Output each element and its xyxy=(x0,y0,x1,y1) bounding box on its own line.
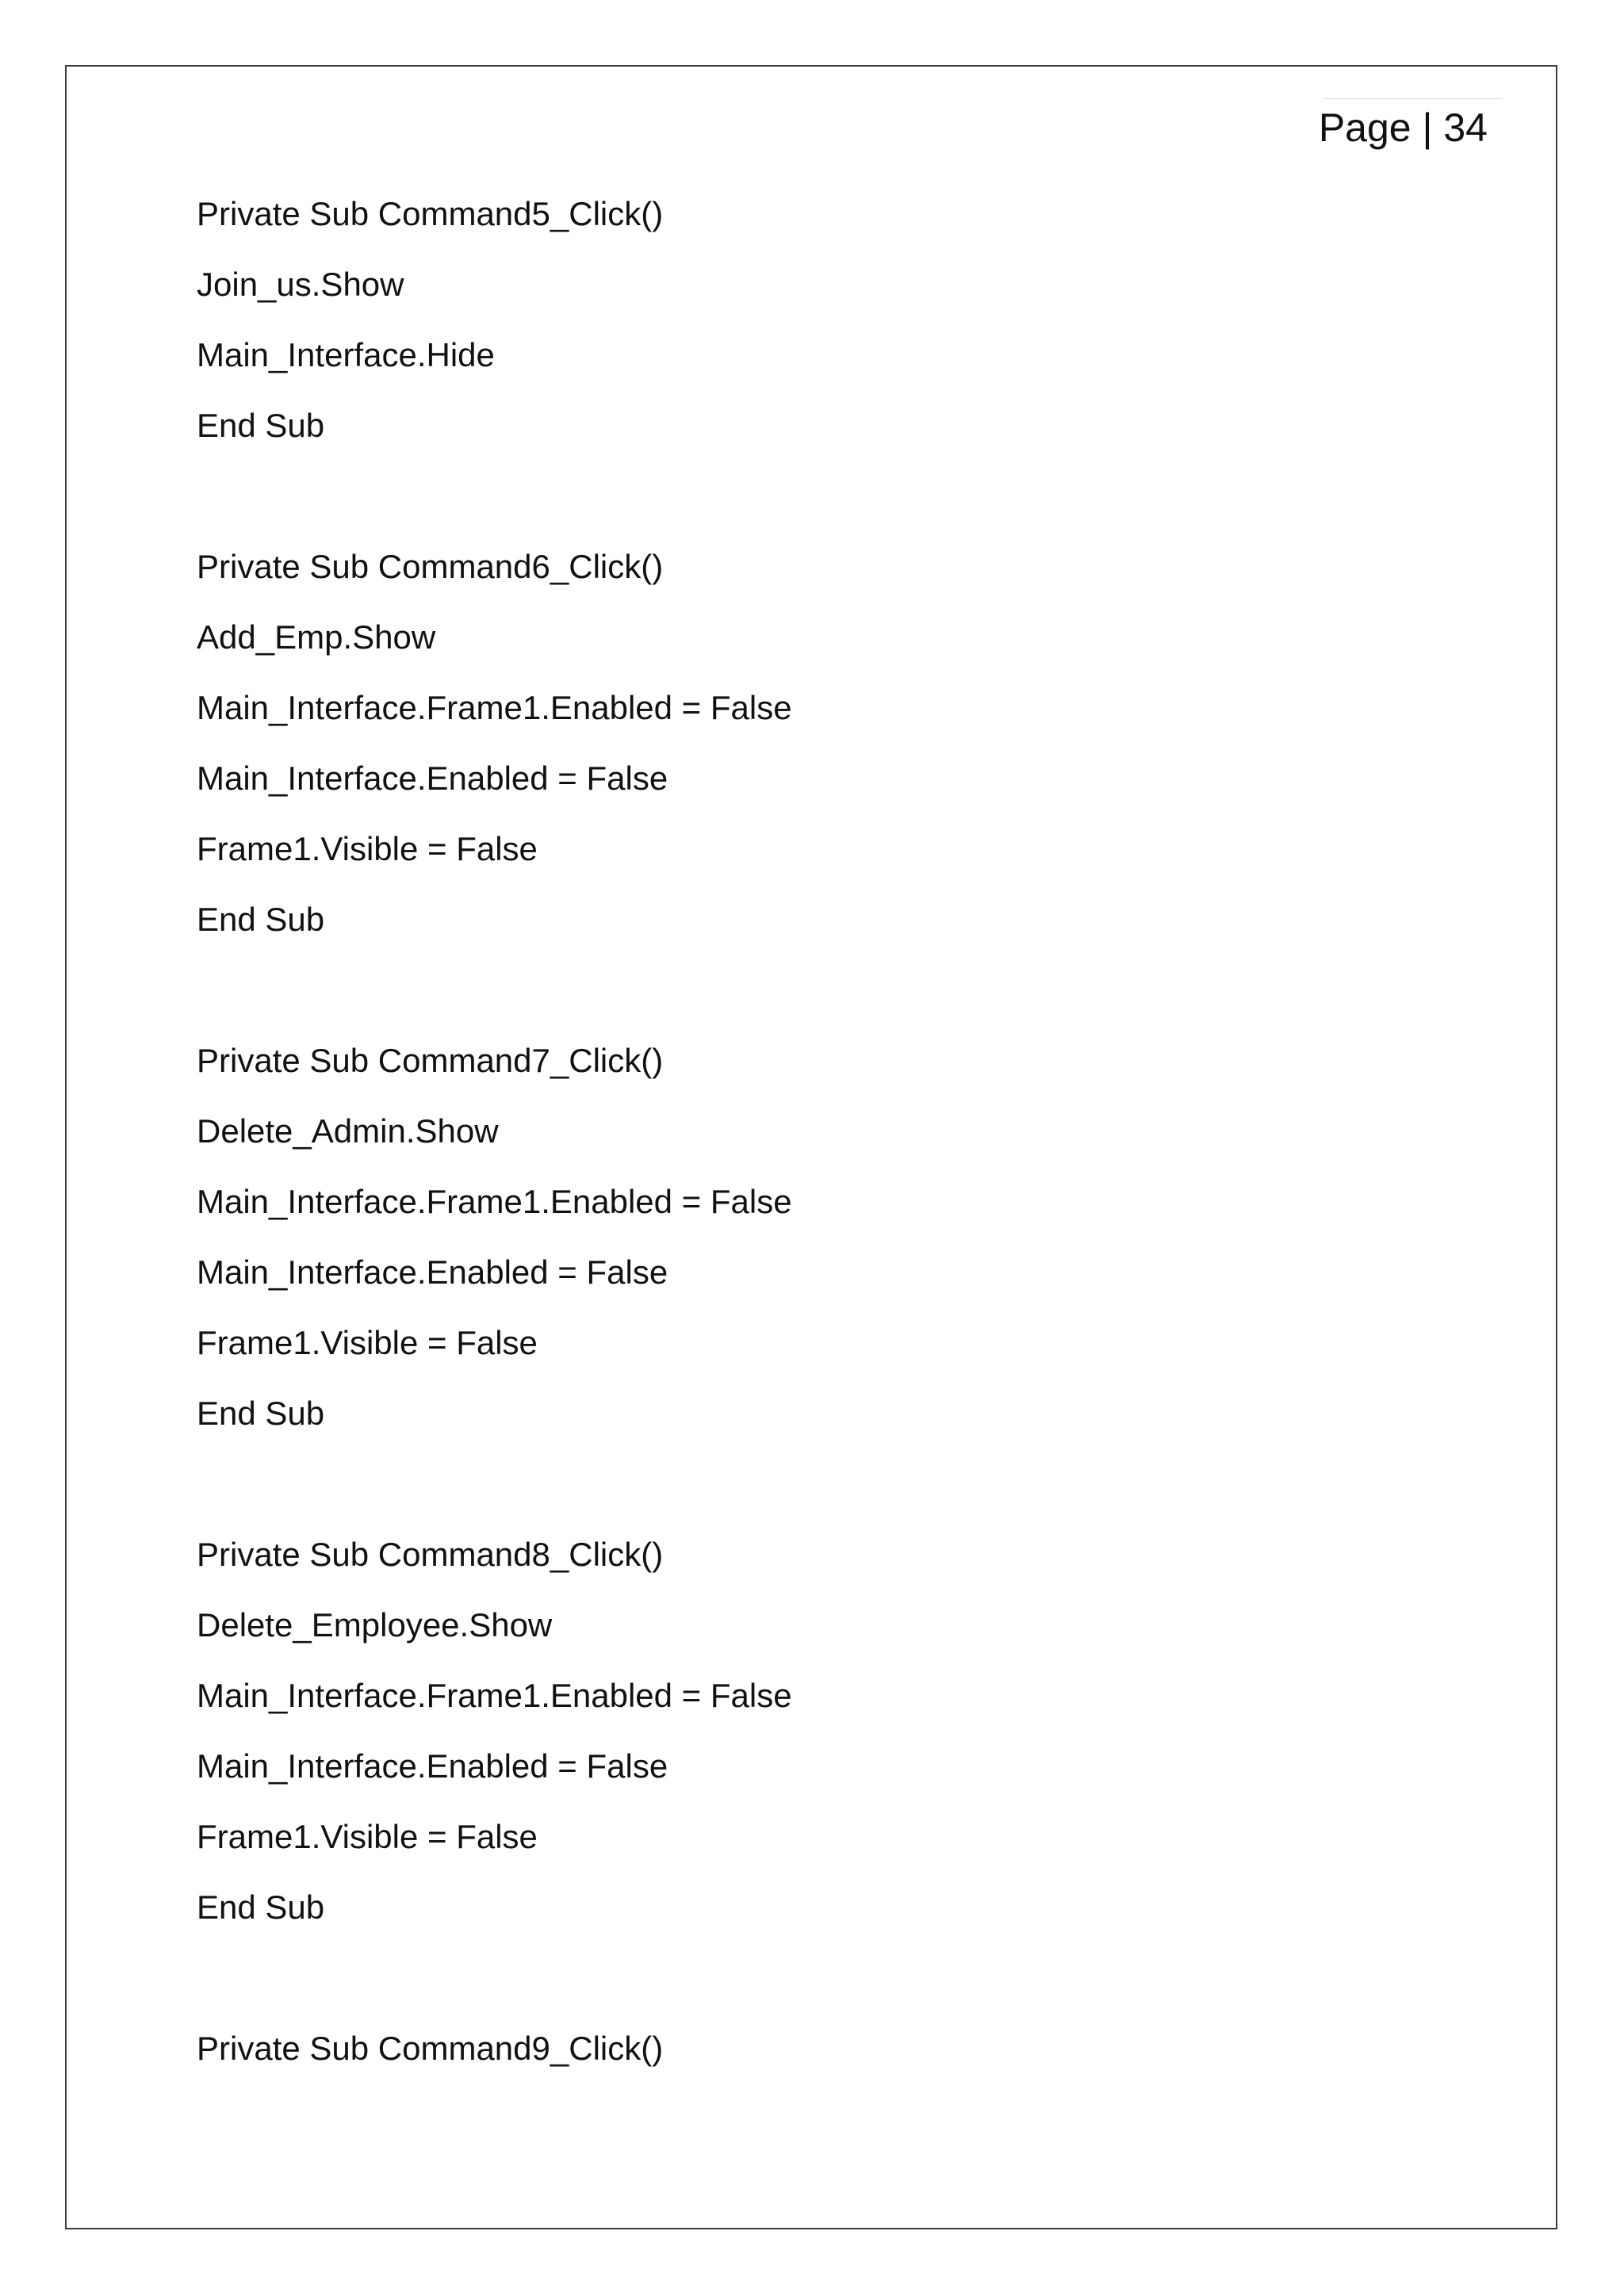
blank-line xyxy=(197,1460,1386,1531)
page-number: Page | 34 xyxy=(1318,105,1488,150)
code-line: Private Sub Command8_Click() xyxy=(197,1536,664,1573)
code-line: Private Sub Command7_Click() xyxy=(197,1042,664,1079)
code-line: Delete_Admin.Show xyxy=(197,1112,499,1150)
code-line: Frame1.Visible = False xyxy=(197,1818,538,1855)
code-line: Main_Interface.Enabled = False xyxy=(197,1253,668,1291)
code-line: End Sub xyxy=(197,407,325,444)
code-line: Main_Interface.Hide xyxy=(197,336,495,373)
code-listing xyxy=(197,190,1386,2095)
blank-line xyxy=(197,966,1386,1037)
code-line: Main_Interface.Enabled = False xyxy=(197,760,668,797)
code-line: Add_Emp.Show xyxy=(197,618,436,656)
code-line: End Sub xyxy=(197,901,325,938)
code-line: Private Sub Command6_Click() xyxy=(197,548,664,585)
code-line: Private Sub Command9_Click() xyxy=(197,2030,664,2067)
code-line: Join_us.Show xyxy=(197,266,404,303)
blank-line xyxy=(197,1954,1386,2025)
code-line: End Sub xyxy=(197,1395,325,1432)
code-line: Main_Interface.Enabled = False xyxy=(197,1747,668,1785)
code-line: Main_Interface.Frame1.Enabled = False xyxy=(197,1677,792,1714)
code-line: Frame1.Visible = False xyxy=(197,1324,538,1361)
code-line: Main_Interface.Frame1.Enabled = False xyxy=(197,1183,792,1220)
code-line: End Sub xyxy=(197,1888,325,1926)
code-line: Main_Interface.Frame1.Enabled = False xyxy=(197,689,792,726)
code-line: Frame1.Visible = False xyxy=(197,830,538,867)
code-line: Private Sub Command5_Click() xyxy=(197,195,664,232)
page-header xyxy=(1318,98,1502,155)
blank-line xyxy=(197,473,1386,543)
code-line: Delete_Employee.Show xyxy=(197,1606,553,1644)
